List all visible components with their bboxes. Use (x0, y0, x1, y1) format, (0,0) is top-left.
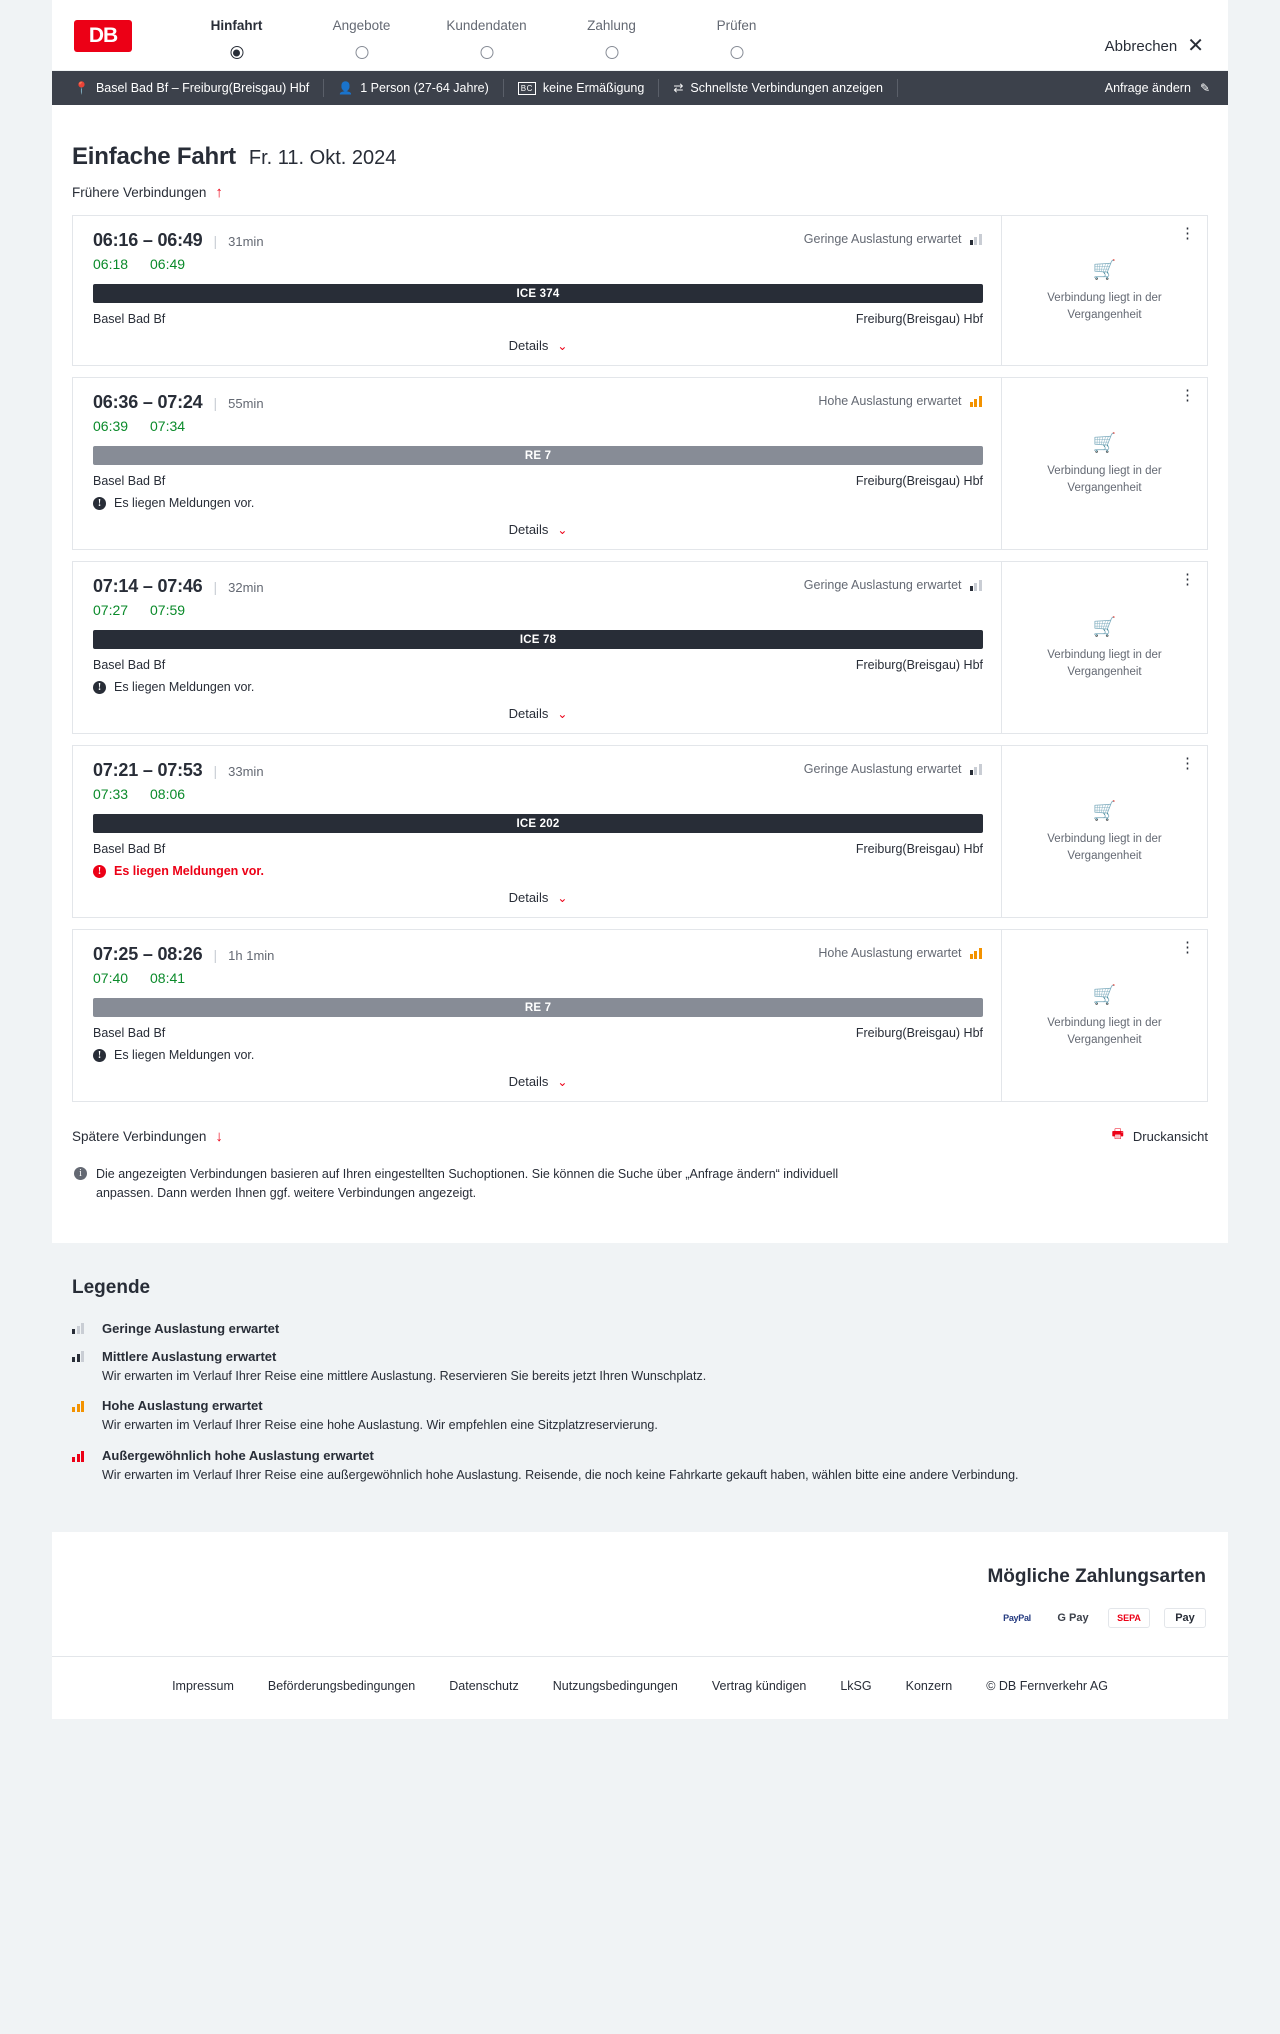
legend-items (72, 1321, 1208, 1485)
footer-link-nutzungsbedingungen[interactable]: Nutzungsbedingungen (552, 1678, 678, 1693)
details-toggle[interactable] (93, 338, 983, 353)
close-icon[interactable]: ✕ (1187, 35, 1204, 57)
past-connection-note: Verbindung liegt in der Vergangenheit (1047, 464, 1162, 494)
connection-details (73, 378, 1002, 549)
occupancy-bars-icon (72, 1400, 92, 1412)
legend-item (72, 1321, 1208, 1336)
train-badge[interactable]: ICE 78 (93, 630, 983, 649)
occupancy-label: Geringe Auslastung erwartet (803, 578, 962, 592)
destination-station: Freiburg(Breisgau) Hbf (855, 1026, 983, 1040)
legend-item (72, 1398, 1208, 1435)
legend-item-desc: Wir erwarten im Verlauf Ihrer Reise eine mittlere Auslastung. Reservieren Sie bereits jetzt Ihren Wunschplatz. (102, 1368, 707, 1383)
cart-disabled-icon: 🛒 (1092, 432, 1117, 454)
step-label: Angebote (332, 18, 391, 33)
payments-title: Mögliche Zahlungsarten (987, 1565, 1206, 1587)
step-dot-icon (480, 46, 493, 59)
connection-card[interactable] (72, 561, 1208, 734)
connection-message-text: Es liegen Meldungen vor. (114, 864, 265, 878)
chevron-down-icon: ⌄ (557, 707, 568, 721)
applepay-icon: Pay (1164, 1608, 1206, 1628)
connection-message (93, 1048, 983, 1062)
warning-icon: ! (93, 681, 106, 694)
past-connection-note: Verbindung liegt in der Vergangenheit (1047, 648, 1162, 678)
print-view-button[interactable] (1112, 1125, 1208, 1147)
occupancy-bars-icon (72, 1322, 92, 1334)
list-footer (52, 1113, 1228, 1147)
later-connections-label: Spätere Verbindungen (72, 1128, 207, 1144)
pencil-icon[interactable]: ✎ (1199, 81, 1210, 95)
legend-item-label: Geringe Auslastung erwartet (102, 1320, 280, 1336)
page-title (52, 105, 1228, 171)
legend-title: Legende (72, 1276, 151, 1298)
warning-icon: ! (93, 865, 106, 878)
train-badge[interactable]: ICE 374 (93, 284, 983, 303)
legend-item-head (72, 1448, 1208, 1463)
station-row (93, 658, 983, 672)
origin-station: Basel Bad Bf (93, 1026, 166, 1040)
legend-item (72, 1448, 1208, 1485)
train-badge[interactable]: ICE 202 (93, 814, 983, 833)
step-angebote[interactable] (299, 18, 424, 46)
footer-link-lksg[interactable]: LkSG (840, 1678, 872, 1693)
earlier-connections-label: Frühere Verbindungen (72, 185, 207, 200)
step-label: Prüfen (716, 18, 757, 33)
destination-station: Freiburg(Breisgau) Hbf (855, 842, 983, 856)
connection-duration: 32min (228, 580, 264, 595)
connection-message-text: Es liegen Meldungen vor. (114, 496, 255, 510)
cancel-button[interactable] (1105, 36, 1204, 56)
connection-message (93, 864, 983, 878)
warning-icon: ! (93, 1049, 106, 1062)
realtime-departure: 06:39 (93, 418, 129, 434)
printer-icon: 🖶 (1111, 1126, 1124, 1141)
cart-disabled-icon: 🛒 (1092, 800, 1117, 822)
station-row (93, 312, 983, 326)
origin-station: Basel Bad Bf (93, 658, 166, 672)
more-options-icon[interactable]: ⋮ (1180, 571, 1195, 588)
realtime-departure: 07:40 (93, 970, 129, 986)
more-options-icon[interactable]: ⋮ (1180, 755, 1195, 772)
page-title-date: Fr. 11. Okt. 2024 (248, 147, 397, 169)
connection-message (93, 680, 983, 694)
step-dot-icon (230, 46, 243, 59)
step-dot-icon (605, 46, 618, 59)
search-hint (52, 1147, 862, 1203)
separator: | (213, 579, 218, 595)
connection-action-panel (1002, 378, 1207, 549)
step-kundendaten[interactable] (424, 18, 549, 46)
occupancy-label: Hohe Auslastung erwartet (818, 946, 962, 960)
realtime-times (93, 256, 983, 272)
occupancy-bars-icon (72, 1450, 92, 1462)
separator: | (213, 233, 218, 249)
summary-passengers-label: 1 Person (27-64 Jahre) (360, 81, 489, 95)
info-icon: i (74, 1167, 87, 1180)
payments-section (52, 1532, 1228, 1656)
summary-discount[interactable] (504, 79, 660, 97)
connection-details (73, 562, 1002, 733)
connection-details (73, 746, 1002, 917)
legend-item-label: Hohe Auslastung erwartet (102, 1398, 263, 1414)
connection-time-range: 06:36 – 07:24 (93, 392, 203, 412)
connection-action-panel (1002, 216, 1207, 365)
summary-fastest[interactable] (659, 79, 898, 97)
legend-item (72, 1349, 1208, 1386)
occupancy-indicator (818, 394, 983, 408)
connection-message-text: Es liegen Meldungen vor. (114, 1048, 255, 1062)
connection-time-range: 07:14 – 07:46 (93, 576, 203, 596)
separator: | (213, 395, 218, 411)
train-badge[interactable]: RE 7 (93, 998, 983, 1017)
past-connection-note: Verbindung liegt in der Vergangenheit (1047, 291, 1162, 321)
connection-card[interactable] (72, 745, 1208, 918)
train-badge[interactable]: RE 7 (93, 446, 983, 465)
occupancy-indicator (818, 946, 983, 960)
past-connection-note: Verbindung liegt in der Vergangenheit (1047, 832, 1162, 862)
cancel-label: Abbrechen (1104, 37, 1178, 55)
footer-link-datenschutz[interactable]: Datenschutz (449, 1678, 519, 1693)
occupancy-bars-icon (970, 579, 984, 591)
summary-fastest-label: Schnellste Verbindungen anzeigen (690, 81, 883, 95)
connection-card[interactable] (72, 215, 1208, 366)
origin-station: Basel Bad Bf (93, 842, 166, 856)
main-content (52, 105, 1228, 1243)
destination-station: Freiburg(Breisgau) Hbf (855, 658, 983, 672)
details-toggle[interactable] (93, 522, 983, 537)
more-options-icon[interactable]: ⋮ (1180, 225, 1195, 242)
legend-item-desc: Wir erwarten im Verlauf Ihrer Reise eine außergewöhnlich hohe Auslastung. Reisende, die noch keine Fahrkarte gekauft haben, wählen bitte eine andere Verbindung. (102, 1468, 1019, 1482)
cart-disabled-icon: 🛒 (1092, 259, 1117, 281)
chevron-down-icon: ⌄ (557, 1075, 568, 1089)
paypal-icon: PayPal (996, 1608, 1038, 1628)
destination-station: Freiburg(Breisgau) Hbf (855, 474, 983, 488)
step-label: Hinfahrt (210, 18, 263, 33)
modify-request-button[interactable] (1105, 81, 1210, 95)
step-dot-icon (355, 46, 368, 59)
past-connection-note: Verbindung liegt in der Vergangenheit (1047, 1016, 1162, 1046)
legend-item-desc: Wir erwarten im Verlauf Ihrer Reise eine hohe Auslastung. Wir empfehlen eine Sitzplatzreservierung. (102, 1418, 658, 1433)
search-hint-text: Die angezeigten Verbindungen basieren auf Ihren eingestellten Suchoptionen. Sie können die Suche über „Anfrage ändern“ individuell anpassen. Dann werden Ihnen ggf. weitere Verbindungen angezeigt. (96, 1167, 839, 1200)
realtime-arrival: 08:06 (150, 786, 186, 802)
bahncard-icon: BC (518, 82, 536, 95)
realtime-departure: 06:18 (93, 256, 129, 272)
connection-card[interactable] (72, 929, 1208, 1102)
origin-station: Basel Bad Bf (93, 312, 166, 326)
print-view-label: Druckansicht (1132, 1128, 1208, 1144)
connection-details (73, 216, 1002, 365)
connection-duration: 55min (228, 396, 264, 411)
realtime-times (93, 602, 983, 618)
step-label: Zahlung (587, 18, 636, 33)
step-hinfahrt[interactable] (174, 18, 299, 46)
app-header (52, 0, 1228, 71)
connection-action-panel (1002, 746, 1207, 917)
realtime-times (93, 418, 983, 434)
destination-station: Freiburg(Breisgau) Hbf (855, 312, 983, 326)
more-options-icon[interactable]: ⋮ (1180, 939, 1195, 956)
realtime-arrival: 06:49 (150, 256, 186, 272)
legend-item-label: Mittlere Auslastung erwartet (102, 1348, 277, 1364)
separator: | (213, 763, 218, 779)
later-connections-button[interactable] (72, 1128, 223, 1145)
connection-list (52, 201, 1228, 1102)
person-icon: 👤 (338, 81, 354, 95)
connection-duration: 33min (228, 764, 264, 779)
legend-item-head (72, 1398, 1208, 1413)
connection-message (93, 496, 983, 510)
origin-station: Basel Bad Bf (93, 474, 166, 488)
chevron-down-icon: ⌄ (557, 339, 568, 353)
connection-card[interactable] (72, 377, 1208, 550)
modify-request-label: Anfrage ändern (1104, 81, 1191, 95)
copyright: © DB Fernverkehr AG (986, 1678, 1108, 1693)
more-options-icon[interactable]: ⋮ (1180, 387, 1195, 404)
occupancy-bars-icon (970, 763, 984, 775)
details-label: Details (508, 890, 549, 905)
chevron-down-icon: ⌄ (557, 523, 568, 537)
connection-action-panel (1002, 930, 1207, 1101)
realtime-departure: 07:33 (93, 786, 129, 802)
details-label: Details (508, 522, 549, 537)
station-row (93, 474, 983, 488)
occupancy-label: Hohe Auslastung erwartet (818, 394, 962, 408)
step-prüfen[interactable] (674, 18, 799, 46)
occupancy-indicator (804, 762, 983, 776)
swap-icon: ⇄ (673, 81, 684, 95)
googlepay-icon: G Pay (1052, 1608, 1094, 1628)
arrow-down-icon: ↓ (215, 1127, 223, 1145)
summary-route-label: Basel Bad Bf – Freiburg(Breisgau) Hbf (95, 81, 310, 95)
db-logo: DB (74, 20, 132, 52)
connection-time-range: 06:16 – 06:49 (93, 230, 203, 250)
station-row (93, 1026, 983, 1040)
occupancy-bars-icon (970, 395, 984, 407)
realtime-times (93, 970, 983, 986)
summary-route[interactable] (70, 79, 324, 97)
connection-message-text: Es liegen Meldungen vor. (114, 680, 255, 694)
details-toggle[interactable] (93, 1074, 983, 1089)
connection-duration: 31min (228, 234, 264, 249)
earlier-connections-button[interactable] (52, 171, 1228, 201)
occupancy-bars-icon (970, 947, 984, 959)
legend-section (52, 1243, 1228, 1532)
realtime-arrival: 08:41 (150, 970, 186, 986)
checkout-stepper (174, 18, 799, 46)
summary-discount-label: keine Ermäßigung (542, 81, 645, 95)
footer-link-konzern[interactable]: Konzern (905, 1678, 953, 1693)
connection-time-range: 07:21 – 07:53 (93, 760, 203, 780)
occupancy-label: Geringe Auslastung erwartet (803, 762, 962, 776)
realtime-departure: 07:27 (93, 602, 129, 618)
legend-item-head (72, 1349, 1208, 1364)
occupancy-label: Geringe Auslastung erwartet (803, 232, 962, 246)
footer-links (52, 1656, 1228, 1719)
pin-icon: 📍 (74, 81, 89, 95)
connection-time-range: 07:25 – 08:26 (93, 944, 203, 964)
connection-details (73, 930, 1002, 1101)
step-label: Kundendaten (446, 18, 527, 33)
details-label: Details (508, 706, 549, 721)
realtime-arrival: 07:34 (150, 418, 186, 434)
chevron-down-icon: ⌄ (557, 891, 568, 905)
legend-item-head (72, 1321, 1208, 1336)
occupancy-bars-icon (970, 233, 984, 245)
occupancy-indicator (804, 578, 983, 592)
details-toggle[interactable] (93, 706, 983, 721)
details-label: Details (508, 338, 549, 353)
arrow-up-icon: ↑ (215, 184, 223, 201)
connection-duration: 1h 1min (228, 948, 275, 963)
sepa-icon: SEPA (1108, 1608, 1150, 1628)
separator: | (213, 947, 218, 963)
station-row (93, 842, 983, 856)
page-title-main: Einfache Fahrt (72, 143, 236, 170)
search-summary-bar (52, 71, 1228, 105)
step-zahlung[interactable] (549, 18, 674, 46)
cart-disabled-icon: 🛒 (1092, 984, 1117, 1006)
connection-action-panel (1002, 562, 1207, 733)
legend-item-label: Außergewöhnlich hohe Auslastung erwartet (102, 1448, 374, 1463)
footer-link-impressum[interactable]: Impressum (172, 1678, 234, 1693)
realtime-arrival: 07:59 (150, 602, 186, 618)
realtime-times (93, 786, 983, 802)
details-label: Details (508, 1074, 549, 1089)
cart-disabled-icon: 🛒 (1092, 616, 1117, 638)
occupancy-bars-icon (72, 1350, 92, 1362)
warning-icon: ! (93, 497, 106, 510)
footer-link-vertrag-kündigen[interactable]: Vertrag kündigen (711, 1678, 807, 1693)
details-toggle[interactable] (93, 890, 983, 905)
payment-icons (74, 1608, 1206, 1628)
step-dot-icon (730, 46, 743, 59)
summary-passengers[interactable] (324, 79, 504, 97)
occupancy-indicator (804, 232, 983, 246)
footer-link-beförderungsbedingungen[interactable]: Beförderungsbedingungen (267, 1678, 416, 1693)
